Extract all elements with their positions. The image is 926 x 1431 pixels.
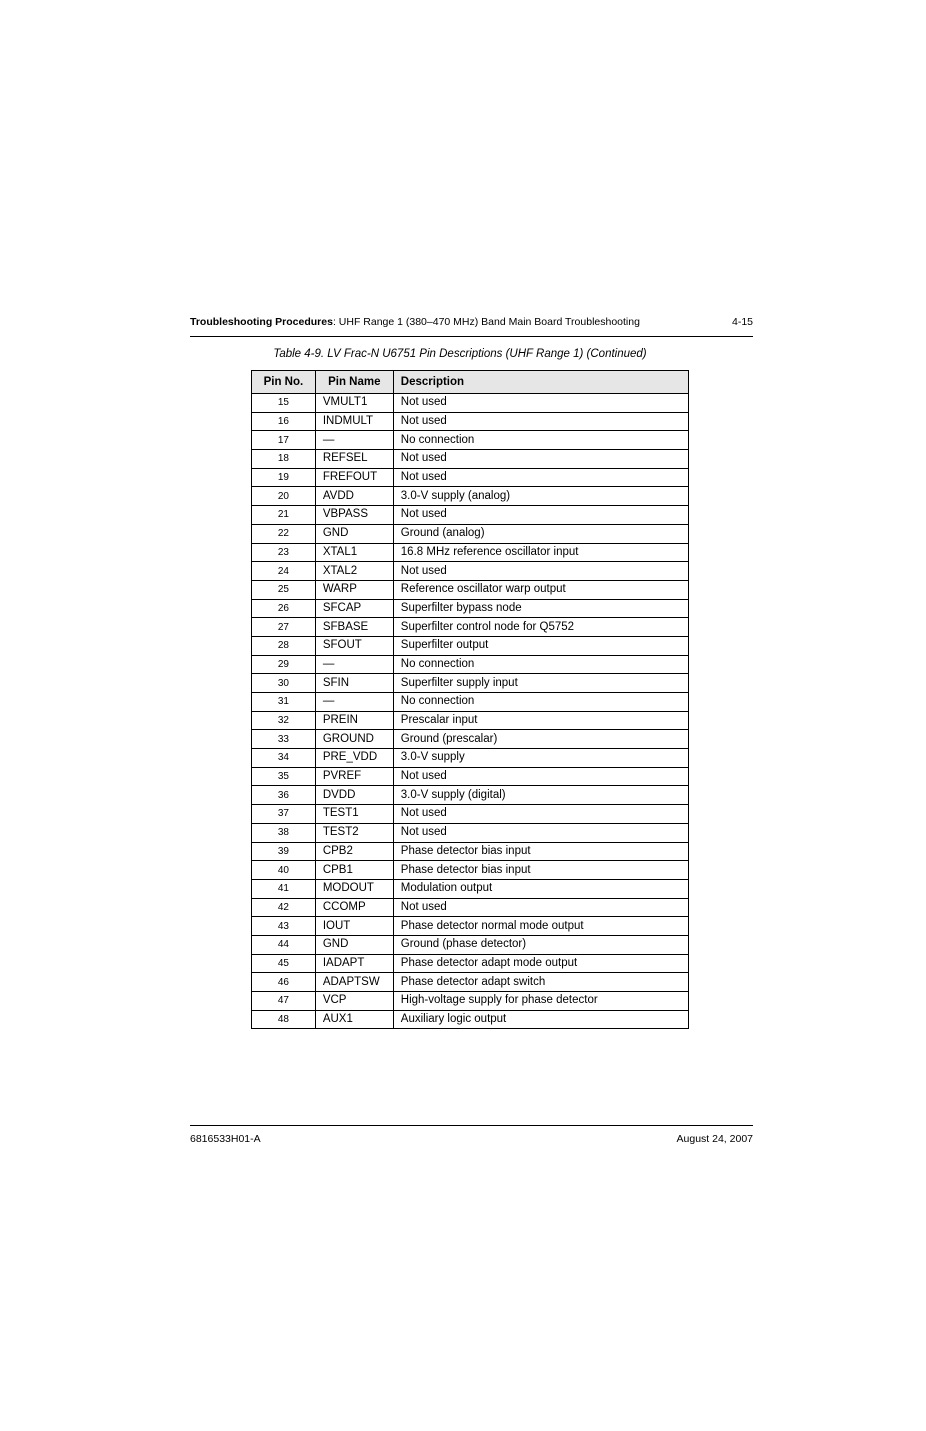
cell-pin-name: DVDD xyxy=(315,786,393,805)
cell-pin-no: 24 xyxy=(252,562,316,581)
table-row xyxy=(252,898,689,917)
cell-pin-name: TEST2 xyxy=(315,823,393,842)
pin-description-table xyxy=(251,370,689,1029)
table-row xyxy=(252,431,689,450)
table-row xyxy=(252,674,689,693)
table-row xyxy=(252,487,689,506)
cell-pin-no: 33 xyxy=(252,730,316,749)
cell-pin-name: GROUND xyxy=(315,730,393,749)
cell-pin-name: REFSEL xyxy=(315,450,393,469)
cell-description: Superfilter output xyxy=(393,636,688,655)
cell-description: No connection xyxy=(393,655,688,674)
cell-pin-name: VCP xyxy=(315,992,393,1011)
table-row xyxy=(252,693,689,712)
table-row xyxy=(252,879,689,898)
cell-pin-no: 47 xyxy=(252,992,316,1011)
table-row xyxy=(252,917,689,936)
cell-pin-name: SFOUT xyxy=(315,636,393,655)
page-footer xyxy=(190,1125,753,1153)
table-row xyxy=(252,506,689,525)
table-row xyxy=(252,1010,689,1029)
cell-pin-no: 31 xyxy=(252,693,316,712)
cell-description: Ground (prescalar) xyxy=(393,730,688,749)
cell-description: Not used xyxy=(393,468,688,487)
cell-description: Not used xyxy=(393,562,688,581)
cell-pin-name: IOUT xyxy=(315,917,393,936)
cell-pin-name: CCOMP xyxy=(315,898,393,917)
cell-pin-name: CPB1 xyxy=(315,861,393,880)
cell-pin-no: 35 xyxy=(252,767,316,786)
cell-description: Phase detector bias input xyxy=(393,842,688,861)
cell-description: Not used xyxy=(393,450,688,469)
cell-pin-name: — xyxy=(315,693,393,712)
cell-pin-name: PRE_VDD xyxy=(315,749,393,768)
cell-description: No connection xyxy=(393,693,688,712)
cell-description: High-voltage supply for phase detector xyxy=(393,992,688,1011)
cell-description: Phase detector adapt switch xyxy=(393,973,688,992)
page-number: 4-15 xyxy=(731,316,753,328)
cell-pin-name: XTAL1 xyxy=(315,543,393,562)
cell-pin-name: PREIN xyxy=(315,711,393,730)
table-row xyxy=(252,412,689,431)
table-row xyxy=(252,468,689,487)
cell-pin-name: VBPASS xyxy=(315,506,393,525)
cell-pin-no: 19 xyxy=(252,468,316,487)
cell-pin-no: 23 xyxy=(252,543,316,562)
document-number: 6816533H01-A xyxy=(190,1133,261,1145)
cell-pin-name: AUX1 xyxy=(315,1010,393,1029)
cell-description: 16.8 MHz reference oscillator input xyxy=(393,543,688,562)
cell-pin-no: 29 xyxy=(252,655,316,674)
cell-description: Not used xyxy=(393,412,688,431)
cell-description: Phase detector bias input xyxy=(393,861,688,880)
table-row xyxy=(252,450,689,469)
cell-pin-no: 34 xyxy=(252,749,316,768)
cell-pin-no: 16 xyxy=(252,412,316,431)
cell-pin-name: WARP xyxy=(315,580,393,599)
cell-pin-name: IADAPT xyxy=(315,954,393,973)
cell-description: Superfilter supply input xyxy=(393,674,688,693)
cell-pin-name: GND xyxy=(315,935,393,954)
table-row xyxy=(252,786,689,805)
cell-description: Prescalar input xyxy=(393,711,688,730)
cell-pin-name: CPB2 xyxy=(315,842,393,861)
cell-pin-no: 18 xyxy=(252,450,316,469)
section-title-bold: Troubleshooting Procedures xyxy=(190,316,333,328)
cell-description: Modulation output xyxy=(393,879,688,898)
table-row xyxy=(252,636,689,655)
cell-pin-name: GND xyxy=(315,524,393,543)
cell-pin-no: 15 xyxy=(252,394,316,413)
cell-description: Superfilter bypass node xyxy=(393,599,688,618)
cell-description: Not used xyxy=(393,898,688,917)
cell-pin-no: 36 xyxy=(252,786,316,805)
cell-description: Not used xyxy=(393,823,688,842)
table-row xyxy=(252,861,689,880)
table-row xyxy=(252,618,689,637)
cell-pin-no: 32 xyxy=(252,711,316,730)
column-header-pin-name: Pin Name xyxy=(315,371,393,394)
cell-pin-name: SFIN xyxy=(315,674,393,693)
cell-pin-no: 26 xyxy=(252,599,316,618)
cell-description: Ground (analog) xyxy=(393,524,688,543)
table-row xyxy=(252,711,689,730)
table-row xyxy=(252,992,689,1011)
cell-pin-name: SFCAP xyxy=(315,599,393,618)
cell-pin-no: 21 xyxy=(252,506,316,525)
cell-description: Not used xyxy=(393,767,688,786)
cell-pin-no: 42 xyxy=(252,898,316,917)
cell-pin-no: 48 xyxy=(252,1010,316,1029)
cell-description: 3.0-V supply (analog) xyxy=(393,487,688,506)
cell-pin-name: XTAL2 xyxy=(315,562,393,581)
cell-pin-no: 22 xyxy=(252,524,316,543)
cell-pin-name: VMULT1 xyxy=(315,394,393,413)
table-row xyxy=(252,805,689,824)
table-row xyxy=(252,973,689,992)
page-header xyxy=(190,316,753,337)
table-row xyxy=(252,562,689,581)
cell-description: No connection xyxy=(393,431,688,450)
cell-pin-no: 45 xyxy=(252,954,316,973)
cell-pin-no: 30 xyxy=(252,674,316,693)
cell-pin-name: FREFOUT xyxy=(315,468,393,487)
table-row xyxy=(252,543,689,562)
cell-pin-no: 28 xyxy=(252,636,316,655)
publication-date: August 24, 2007 xyxy=(676,1133,753,1145)
cell-pin-no: 37 xyxy=(252,805,316,824)
cell-description: Phase detector normal mode output xyxy=(393,917,688,936)
table-body xyxy=(252,394,689,1029)
table-row xyxy=(252,842,689,861)
cell-pin-no: 38 xyxy=(252,823,316,842)
section-title-rest: : UHF Range 1 (380–470 MHz) Band Main Board Troubleshooting xyxy=(332,316,640,328)
cell-description: 3.0-V supply xyxy=(393,749,688,768)
cell-pin-no: 41 xyxy=(252,879,316,898)
cell-pin-name: MODOUT xyxy=(315,879,393,898)
cell-pin-name: PVREF xyxy=(315,767,393,786)
table-row xyxy=(252,524,689,543)
cell-pin-name: SFBASE xyxy=(315,618,393,637)
table-row xyxy=(252,767,689,786)
table-row xyxy=(252,599,689,618)
section-title xyxy=(190,316,640,328)
table-row xyxy=(252,823,689,842)
table-caption: Table 4-9. LV Frac-N U6751 Pin Descriptions (UHF Range 1) (Continued) xyxy=(273,348,647,360)
cell-description: Auxiliary logic output xyxy=(393,1010,688,1029)
cell-pin-no: 43 xyxy=(252,917,316,936)
table-header-row xyxy=(252,371,689,394)
cell-pin-no: 39 xyxy=(252,842,316,861)
cell-pin-no: 17 xyxy=(252,431,316,450)
table-row xyxy=(252,655,689,674)
table-row xyxy=(252,749,689,768)
cell-description: Reference oscillator warp output xyxy=(393,580,688,599)
column-header-description: Description xyxy=(393,371,688,394)
table-row xyxy=(252,935,689,954)
table-row xyxy=(252,954,689,973)
cell-pin-no: 27 xyxy=(252,618,316,637)
cell-pin-no: 25 xyxy=(252,580,316,599)
cell-description: Superfilter control node for Q5752 xyxy=(393,618,688,637)
cell-description: Not used xyxy=(393,394,688,413)
cell-pin-name: — xyxy=(315,431,393,450)
cell-description: Not used xyxy=(393,506,688,525)
cell-description: Not used xyxy=(393,805,688,824)
column-header-pin-no: Pin No. xyxy=(252,371,316,394)
cell-pin-no: 44 xyxy=(252,935,316,954)
cell-pin-no: 46 xyxy=(252,973,316,992)
cell-pin-name: ADAPTSW xyxy=(315,973,393,992)
cell-description: Phase detector adapt mode output xyxy=(393,954,688,973)
table-row xyxy=(252,580,689,599)
table-row xyxy=(252,730,689,749)
cell-pin-no: 20 xyxy=(252,487,316,506)
cell-pin-no: 40 xyxy=(252,861,316,880)
cell-pin-name: AVDD xyxy=(315,487,393,506)
cell-description: 3.0-V supply (digital) xyxy=(393,786,688,805)
cell-pin-name: — xyxy=(315,655,393,674)
cell-pin-name: TEST1 xyxy=(315,805,393,824)
cell-description: Ground (phase detector) xyxy=(393,935,688,954)
cell-pin-name: INDMULT xyxy=(315,412,393,431)
table-row xyxy=(252,394,689,413)
